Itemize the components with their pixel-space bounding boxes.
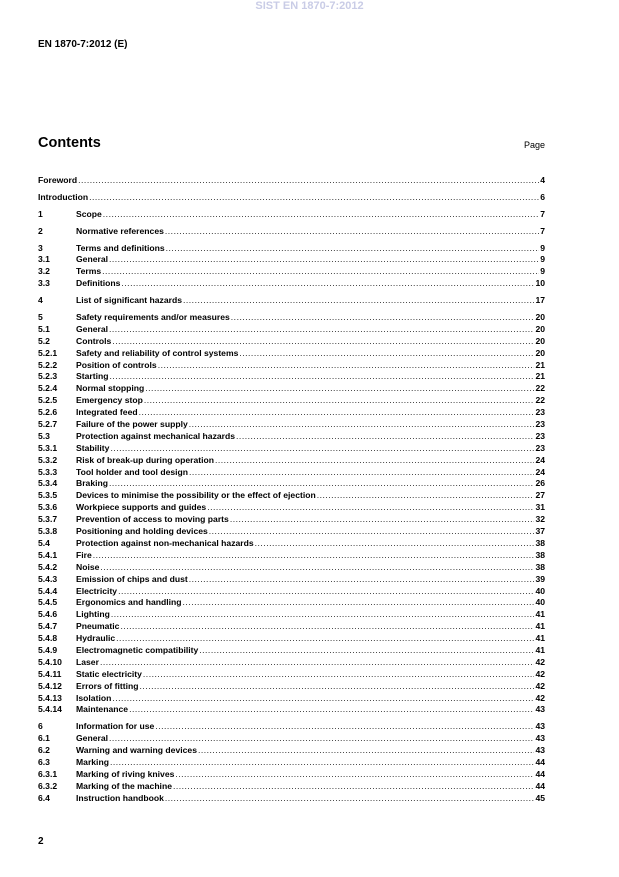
toc-entry-page: 23: [535, 430, 545, 441]
toc-entry-page: 27: [535, 490, 545, 501]
toc-entry-title: Failure of the power supply: [76, 419, 188, 430]
document-id: EN 1870-7:2012 (E): [38, 39, 128, 50]
toc-entry-page: 20: [535, 347, 545, 358]
toc-entry-page: 38: [535, 561, 545, 572]
toc-entry-number: 5.3: [38, 430, 50, 441]
toc-entry-title: Warning and warning devices: [76, 745, 197, 756]
toc-entry-page: 31: [535, 502, 545, 513]
toc-entry-number: 5.3.8: [38, 526, 58, 537]
toc-entry-number: 5.3.7: [38, 514, 58, 525]
dot-leader: [155, 721, 534, 733]
toc-entry-title: Terms: [76, 266, 102, 277]
dot-leader: [109, 733, 534, 745]
toc-entry-page: 42: [535, 680, 545, 691]
toc-entry-page: 6: [540, 191, 545, 202]
toc-entry-title: General: [76, 733, 109, 744]
dot-leader: [111, 609, 535, 621]
toc-entry-title: Normative references: [76, 225, 164, 236]
toc-entry[interactable]: [38, 704, 545, 716]
toc-entry-number: 5.4.11: [38, 668, 62, 679]
toc-entry[interactable]: [38, 312, 545, 324]
page-number: 2: [38, 836, 44, 847]
dot-leader: [199, 645, 534, 657]
toc-entry-title: Terms and definitions: [76, 242, 165, 253]
toc-entry[interactable]: [38, 757, 545, 769]
toc-entry-title: Risk of break-up during operation: [76, 454, 214, 465]
toc-entry-number: 3.2: [38, 266, 50, 277]
toc-entry[interactable]: [38, 455, 545, 467]
toc-entry-title: Workpiece supports and guides: [76, 502, 207, 513]
toc-entry-number: 5: [38, 312, 43, 323]
dot-leader: [140, 681, 535, 693]
dot-leader: [89, 192, 539, 204]
toc-entry-page: 20: [535, 312, 545, 323]
toc-entry-page: 41: [535, 621, 545, 632]
toc-entry[interactable]: [38, 407, 545, 419]
toc-entry-number: 6.3.2: [38, 780, 58, 791]
toc-entry-number: 5.2.4: [38, 383, 58, 394]
toc-entry-title: Noise: [76, 561, 100, 572]
dot-leader: [121, 278, 534, 290]
dot-leader: [317, 490, 535, 502]
toc-entry-number: 5.3.5: [38, 490, 58, 501]
dot-leader: [109, 371, 534, 383]
toc-entry-number: 5.4.6: [38, 609, 58, 620]
dot-leader: [183, 597, 535, 609]
toc-entry-number: 6.3: [38, 756, 50, 767]
toc-entry[interactable]: [38, 526, 545, 538]
toc-entry[interactable]: [38, 621, 545, 633]
toc-entry-title: General: [76, 254, 109, 265]
toc-entry-number: 4: [38, 295, 43, 306]
dot-leader: [189, 467, 534, 479]
toc-entry-page: 22: [535, 395, 545, 406]
toc-entry[interactable]: [38, 633, 545, 645]
toc-entry-number: 5.3.6: [38, 502, 58, 513]
dot-leader: [215, 455, 534, 467]
toc-entry-number: 5.4.1: [38, 549, 58, 560]
toc-entry-title: Devices to minimise the possibility or the effect of ejection: [76, 490, 316, 501]
toc-entry-page: 21: [535, 371, 545, 382]
toc-entry-title: Integrated feed: [76, 407, 138, 418]
toc-entry[interactable]: [38, 609, 545, 621]
dot-leader: [189, 574, 535, 586]
toc-entry-number: 5.4.7: [38, 621, 58, 632]
toc-entry[interactable]: [38, 645, 545, 657]
toc-entry-title: Normal stopping: [76, 383, 145, 394]
toc-entry-number: 6.1: [38, 733, 50, 744]
dot-leader: [116, 633, 534, 645]
dot-leader: [110, 757, 534, 769]
toc-entry[interactable]: [38, 733, 545, 745]
toc-entry-page: 41: [535, 609, 545, 620]
toc-entry-number: 5.4.14: [38, 704, 62, 715]
toc-entry-page: 23: [535, 419, 545, 430]
dot-leader: [255, 538, 535, 550]
dot-leader: [239, 348, 534, 360]
toc-entry-title: General: [76, 323, 109, 334]
toc-entry-page: 43: [535, 704, 545, 715]
dot-leader: [231, 312, 535, 324]
toc-entry-number: 5.4.2: [38, 561, 58, 572]
toc-entry-number: 5.4.8: [38, 633, 58, 644]
dot-leader: [209, 526, 535, 538]
toc-entry-number: 5.2.7: [38, 419, 58, 430]
toc-entry-page: 7: [540, 225, 545, 236]
dot-leader: [198, 745, 534, 757]
toc-entry[interactable]: [38, 597, 545, 609]
toc-entry-title: Controls: [76, 335, 112, 346]
toc-entry-number: 5.2.5: [38, 395, 58, 406]
toc-entry-page: 9: [540, 266, 545, 277]
dot-leader: [165, 793, 535, 805]
toc-entry[interactable]: [38, 562, 545, 574]
toc-entry-number: 3.1: [38, 254, 50, 265]
toc-entry[interactable]: [38, 669, 545, 681]
toc-entry-number: 2: [38, 225, 43, 236]
toc-entry-number: 5.1: [38, 323, 50, 334]
toc-entry-title: Emergency stop: [76, 395, 143, 406]
toc-entry[interactable]: [38, 781, 545, 793]
toc-entry-title: Foreword: [38, 175, 78, 185]
toc-entry-title: Safety and reliability of control systems: [76, 347, 239, 358]
toc-entry-title: Ergonomics and handling: [76, 597, 182, 608]
toc-entry[interactable]: [38, 371, 545, 383]
toc-entry-number: 6.4: [38, 792, 50, 803]
toc-entry-title: Electromagnetic compatibility: [76, 644, 199, 655]
toc-entry-number: 5.3.1: [38, 442, 58, 453]
dot-leader: [183, 295, 534, 307]
toc-entry-title: Braking: [76, 478, 108, 489]
toc-entry[interactable]: [38, 657, 545, 669]
toc-entry-title: Marking of riving knives: [76, 768, 175, 779]
toc-entry-title: Fire: [76, 549, 92, 560]
toc-entry-page: 22: [535, 383, 545, 394]
toc-entry[interactable]: [38, 586, 545, 598]
dot-leader: [109, 254, 539, 266]
toc-entry-title: Emission of chips and dust: [76, 573, 188, 584]
toc-entry-title: Scope: [76, 208, 102, 219]
toc-entry-number: 6: [38, 721, 43, 732]
toc-entry[interactable]: [38, 681, 545, 693]
toc-entry-title: Electricity: [76, 585, 118, 596]
toc-entry-title: Maintenance: [76, 704, 129, 715]
toc-entry-title: Position of controls: [76, 359, 157, 370]
dot-leader: [102, 266, 539, 278]
toc-entry-title: Information for use: [76, 721, 155, 732]
toc-entry[interactable]: [38, 693, 545, 705]
toc-entry[interactable]: [38, 443, 545, 455]
page-column-label: Page: [523, 140, 545, 150]
toc-entry[interactable]: [38, 721, 545, 733]
toc-entry-page: 44: [535, 780, 545, 791]
toc-entry[interactable]: [38, 175, 545, 187]
toc-entry-title: Protection against non-mechanical hazards: [76, 537, 254, 548]
toc-entry-title: Marking of the machine: [76, 780, 172, 791]
toc-entry[interactable]: [38, 550, 545, 562]
toc-entry[interactable]: [38, 348, 545, 360]
toc-entry-number: 5.4.3: [38, 573, 58, 584]
toc-entry-page: 38: [535, 537, 545, 548]
toc-entry[interactable]: [38, 431, 545, 443]
toc-entry-number: 3: [38, 242, 43, 253]
dot-leader: [173, 781, 534, 793]
toc-entry-title: Introduction: [38, 191, 89, 202]
toc-entry-number: 5.4.5: [38, 597, 58, 608]
toc-entry-page: 32: [535, 514, 545, 525]
toc-entry-title: Starting: [76, 371, 109, 382]
toc-entry-page: 21: [535, 359, 545, 370]
toc-entry[interactable]: [38, 514, 545, 526]
toc-entry-page: 40: [535, 597, 545, 608]
toc-entry[interactable]: [38, 395, 545, 407]
toc-entry-number: 6.2: [38, 745, 50, 756]
toc-entry-number: 5.3.3: [38, 466, 58, 477]
toc-entry-page: 38: [535, 549, 545, 560]
toc-entry-number: 5.4.9: [38, 644, 58, 655]
toc-entry-page: 41: [535, 644, 545, 655]
toc-entry-page: 23: [535, 442, 545, 453]
toc-entry-page: 43: [535, 721, 545, 732]
toc-entry[interactable]: [38, 538, 545, 550]
toc-entry[interactable]: [38, 793, 545, 805]
toc-entry-page: 10: [535, 278, 545, 289]
toc-entry-title: Lighting: [76, 609, 110, 620]
toc-entry-title: Isolation: [76, 692, 112, 703]
toc-entry-page: 43: [535, 745, 545, 756]
toc-entry-page: 39: [535, 573, 545, 584]
dot-leader: [143, 669, 535, 681]
toc-entry-page: 44: [535, 768, 545, 779]
toc-entry[interactable]: [38, 502, 545, 514]
toc-entry-page: 17: [535, 295, 545, 306]
toc-entry-page: 7: [540, 208, 545, 219]
toc-entry-title: Safety requirements and/or measures: [76, 312, 230, 323]
toc-entry[interactable]: [38, 360, 545, 372]
toc-entry-page: 42: [535, 668, 545, 679]
toc-entry-page: 45: [535, 792, 545, 803]
toc-entry-title: Prevention of access to moving parts: [76, 514, 229, 525]
toc-entry[interactable]: [38, 745, 545, 757]
toc-entry-title: Definitions: [76, 278, 121, 289]
dot-leader: [93, 550, 535, 562]
toc-entry-title: Hydraulic: [76, 633, 116, 644]
dot-leader: [166, 243, 540, 255]
toc-entry-title: Marking: [76, 756, 109, 767]
toc-entry[interactable]: [38, 419, 545, 431]
dot-leader: [165, 226, 539, 238]
toc-entry[interactable]: [38, 254, 545, 266]
toc-entry-page: 40: [535, 585, 545, 596]
toc-entry-page: 26: [535, 478, 545, 489]
toc-entry-page: 24: [535, 454, 545, 465]
toc-entry-title: Stability: [76, 442, 110, 453]
toc-entry-title: Positioning and holding devices: [76, 526, 208, 537]
toc-entry[interactable]: [38, 266, 545, 278]
toc-entry-number: 5.4.10: [38, 656, 62, 667]
toc-entry-number: 5.3.4: [38, 478, 58, 489]
dot-leader: [109, 478, 534, 490]
toc-entry-number: 5.2.6: [38, 407, 58, 418]
toc-entry[interactable]: [38, 278, 545, 290]
dot-leader: [139, 407, 535, 419]
dot-leader: [109, 324, 534, 336]
toc-entry[interactable]: [38, 574, 545, 586]
toc-entry-page: 9: [540, 242, 545, 253]
watermark: SIST EN 1870-7:2012: [255, 0, 364, 12]
toc-entry-number: 5.4.12: [38, 680, 62, 691]
toc-entry-title: Tool holder and tool design: [76, 466, 189, 477]
toc-entry-page: 20: [535, 323, 545, 334]
toc-entry-number: 5.2.3: [38, 371, 58, 382]
dot-leader: [189, 419, 535, 431]
dot-leader: [230, 514, 535, 526]
toc-entry[interactable]: [38, 192, 545, 204]
dot-leader: [103, 209, 539, 221]
dot-leader: [100, 657, 535, 669]
toc-entry[interactable]: [38, 478, 545, 490]
dot-leader: [175, 769, 534, 781]
toc-entry-number: 5.2.2: [38, 359, 58, 370]
toc-entry-number: 5.4.13: [38, 692, 62, 703]
toc-entry-number: 5.2: [38, 335, 50, 346]
toc-entry-number: 1: [38, 208, 43, 219]
toc-entry[interactable]: [38, 467, 545, 479]
toc-entry[interactable]: [38, 295, 545, 307]
toc-entry-title: Instruction handbook: [76, 792, 164, 803]
toc-entry-title: Static electricity: [76, 668, 142, 679]
dot-leader: [110, 443, 534, 455]
dot-leader: [207, 502, 534, 514]
dot-leader: [112, 336, 534, 348]
toc-entry-number: 5.4.4: [38, 585, 58, 596]
toc-entry-page: 43: [535, 733, 545, 744]
page-title: Contents: [38, 135, 101, 151]
dot-leader: [112, 693, 534, 705]
toc-entry[interactable]: [38, 243, 545, 255]
toc-entry-page: 20: [535, 335, 545, 346]
toc-entry-page: 44: [535, 756, 545, 767]
toc-entry-title: List of significant hazards: [76, 295, 183, 306]
toc-entry-page: 9: [540, 254, 545, 265]
toc-entry-title: Pneumatic: [76, 621, 120, 632]
toc-entry-page: 41: [535, 633, 545, 644]
dot-leader: [78, 175, 539, 187]
toc-entry-page: 23: [535, 407, 545, 418]
toc-entry-number: 5.4: [38, 537, 50, 548]
toc-entry[interactable]: [38, 383, 545, 395]
toc-entry-title: Laser: [76, 656, 99, 667]
toc-entry-page: 24: [535, 466, 545, 477]
toc-entry-title: Errors of fitting: [76, 680, 139, 691]
toc-entry[interactable]: [38, 324, 545, 336]
dot-leader: [158, 360, 535, 372]
toc-entry[interactable]: [38, 336, 545, 348]
toc-entry-title: Protection against mechanical hazards: [76, 430, 236, 441]
toc-entry-page: 42: [535, 692, 545, 703]
toc-entry[interactable]: [38, 769, 545, 781]
toc-entry-number: 5.2.1: [38, 347, 58, 358]
dot-leader: [144, 395, 535, 407]
toc-entry-number: 5.3.2: [38, 454, 58, 465]
toc-entry-page: 4: [540, 175, 545, 185]
dot-leader: [100, 562, 534, 574]
toc-entry[interactable]: [38, 490, 545, 502]
toc-entry-number: 6.3.1: [38, 768, 58, 779]
toc-entry[interactable]: [38, 209, 545, 221]
toc-entry-number: 3.3: [38, 278, 50, 289]
toc-entry[interactable]: [38, 226, 545, 238]
dot-leader: [118, 586, 534, 598]
dot-leader: [129, 704, 534, 716]
toc-entry-page: 42: [535, 656, 545, 667]
toc-entry-page: 37: [535, 526, 545, 537]
table-of-contents: [38, 175, 545, 805]
dot-leader: [145, 383, 534, 395]
dot-leader: [120, 621, 534, 633]
dot-leader: [236, 431, 534, 443]
